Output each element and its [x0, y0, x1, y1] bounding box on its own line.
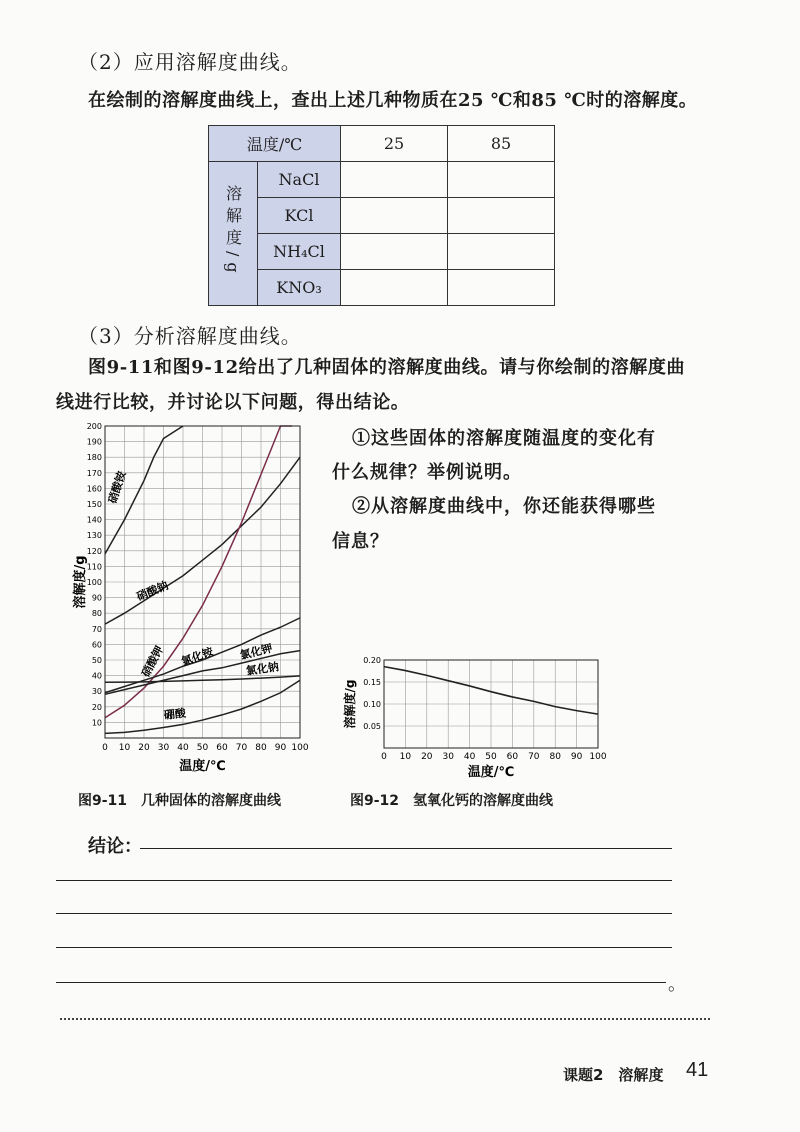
series-label: 氯化铵: [179, 644, 216, 669]
y-tick-label: 0.20: [363, 656, 381, 665]
y-tick-label: 40: [91, 671, 102, 681]
table-cell: [448, 234, 555, 270]
x-tick-label: 70: [235, 743, 248, 753]
y-tick-label: 150: [86, 500, 102, 509]
x-tick-label: 20: [138, 743, 150, 753]
series-label: 硝酸钾: [139, 643, 167, 680]
y-tick-label: 0.15: [363, 678, 381, 687]
y-tick-label: 10: [91, 718, 102, 728]
y-tick-label: 190: [86, 437, 102, 447]
y-tick-label: 90: [91, 593, 102, 603]
answer-line: [140, 848, 672, 849]
table-header-temp: 温度/℃: [209, 126, 341, 162]
section3-heading: （3）分析溶解度曲线。: [78, 324, 302, 348]
table-row-label: KNO₃: [258, 270, 341, 306]
table-cell: [341, 162, 448, 198]
section2-heading: （2）应用溶解度曲线。: [78, 50, 302, 74]
table-cell: [341, 270, 448, 306]
question1-line2: 什么规律？举例说明。: [332, 462, 522, 483]
solubility-table: [208, 125, 555, 306]
answer-line: [56, 913, 672, 914]
table-cell: [448, 162, 555, 198]
x-axis-label: 温度/℃: [179, 759, 226, 774]
table-row-label: NH₄Cl: [258, 234, 341, 270]
y-tick-label: 170: [86, 468, 102, 478]
y-tick-label: 30: [91, 687, 102, 697]
series-label: 硝酸钠: [134, 579, 171, 604]
x-tick-label: 80: [549, 752, 561, 762]
y-tick-label: 200: [86, 422, 102, 431]
y-axis-label: 溶解度/g: [73, 555, 88, 609]
x-tick-label: 50: [196, 743, 209, 753]
y-tick-label: 160: [86, 484, 102, 494]
answer-line: [56, 880, 672, 881]
chart-9-12: [336, 652, 616, 778]
dotted-divider: [60, 1018, 710, 1020]
x-tick-label: 90: [570, 752, 583, 762]
x-tick-label: 40: [463, 752, 476, 762]
answer-line: [56, 947, 672, 948]
chart-9-12-caption: 图9-12 氢氧化钙的溶解度曲线: [350, 793, 554, 809]
question2-line2: 信息？: [332, 531, 389, 552]
x-tick-label: 60: [216, 743, 228, 753]
x-tick-label: 20: [421, 752, 433, 762]
section2-instruction: 在绘制的溶解度曲线上，查出上述几种物质在25 ℃和85 ℃时的溶解度。: [88, 90, 698, 111]
question1-line1: ①这些固体的溶解度随温度的变化有: [352, 428, 656, 449]
answer-line: [56, 982, 666, 983]
y-tick-label: 180: [86, 453, 102, 463]
section3-text-line1: 图9-11和图9-12给出了几种固体的溶解度曲线。请与你绘制的溶解度曲: [88, 357, 686, 378]
table-header-85: 85: [448, 126, 555, 162]
x-tick-label: 10: [399, 752, 412, 762]
table-cell: [448, 270, 555, 306]
page-number: 41: [686, 1059, 709, 1081]
table-cell: [341, 198, 448, 234]
x-tick-label: 100: [589, 752, 607, 762]
section3-text-line2: 线进行比较，并讨论以下问题，得出结论。: [56, 392, 410, 413]
conclusion-label: 结论：: [88, 836, 142, 857]
x-tick-label: 90: [274, 743, 287, 753]
chart-9-11: [60, 418, 330, 778]
y-tick-label: 110: [86, 562, 102, 572]
y-tick-label: 70: [91, 624, 102, 634]
x-tick-label: 40: [177, 743, 189, 753]
x-tick-label: 0: [102, 743, 108, 753]
x-tick-label: 10: [118, 743, 131, 753]
y-tick-label: 80: [91, 609, 102, 619]
y-tick-label: 50: [91, 656, 102, 665]
y-tick-label: 120: [86, 546, 102, 556]
x-tick-label: 80: [255, 743, 267, 753]
table-row-label: NaCl: [258, 162, 341, 198]
chart-9-11-caption: 图9-11 几种固体的溶解度曲线: [78, 793, 282, 809]
x-tick-label: 30: [157, 743, 170, 753]
series-label: 氯化钠: [245, 660, 280, 678]
x-tick-label: 50: [485, 752, 497, 762]
y-tick-label: 130: [86, 531, 102, 541]
x-tick-label: 30: [442, 752, 454, 762]
y-tick-label: 0.05: [363, 722, 381, 731]
y-tick-label: 20: [91, 702, 102, 712]
y-tick-label: 0.10: [363, 700, 381, 709]
x-tick-label: 100: [291, 743, 309, 753]
x-tick-label: 60: [506, 752, 519, 762]
series-label: 硼酸: [163, 706, 187, 722]
table-row-label: KCl: [258, 198, 341, 234]
question2-line1: ②从溶解度曲线中，你还能获得哪些: [352, 496, 656, 517]
y-axis-label: 溶解度/g: [343, 679, 357, 729]
series-label: 氯化钾: [238, 641, 274, 663]
y-tick-label: 100: [86, 578, 102, 587]
footer-topic: 课题2 溶解度: [563, 1066, 664, 1084]
x-tick-label: 0: [381, 752, 387, 762]
y-tick-label: 140: [86, 515, 102, 525]
table-row-header: 溶解度/g: [209, 162, 258, 306]
x-tick-label: 70: [528, 752, 540, 762]
table-cell: [341, 234, 448, 270]
table-cell: [448, 198, 555, 234]
conclusion-end-mark: 。: [668, 974, 686, 995]
y-tick-label: 60: [91, 640, 102, 650]
table-header-25: 25: [341, 126, 448, 162]
x-axis-label: 温度/℃: [467, 765, 515, 778]
series-label: 硝酸铵: [105, 469, 129, 506]
